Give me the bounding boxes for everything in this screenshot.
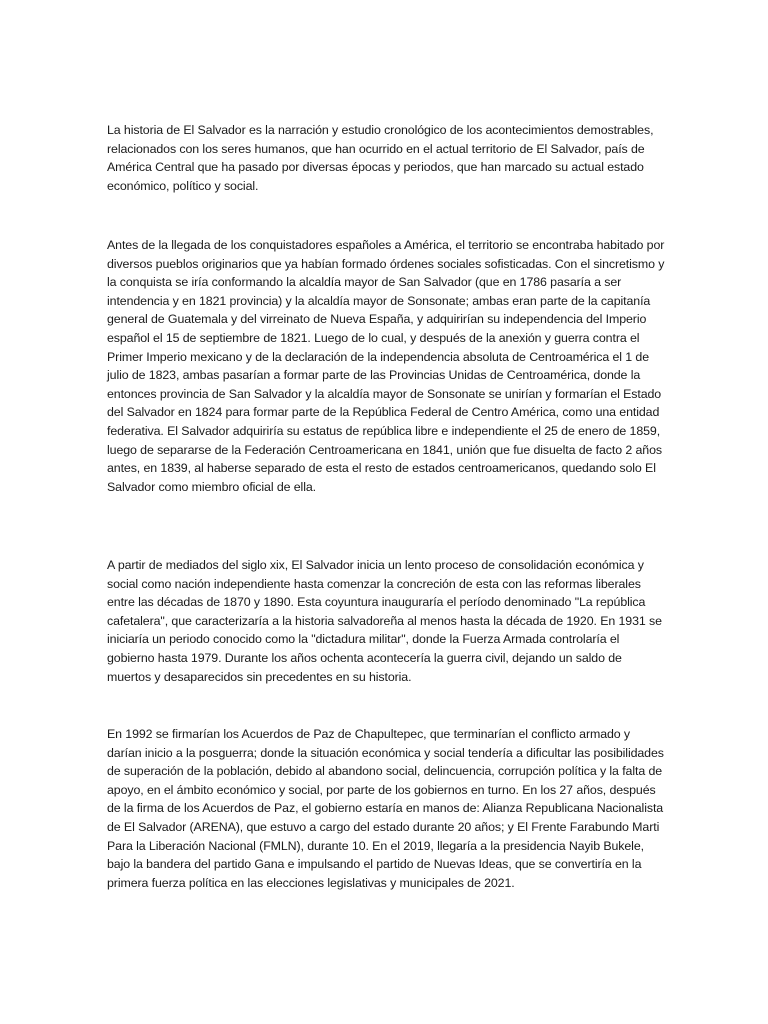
- paragraph-nineteenth-century: A partir de mediados del siglo xix, El Salvador inicia un lento proceso de consolidación económica y social como nación independiente hasta comenzar la concreción de esta con las reformas liberales entre las décadas de 1870 y 1890. Esta coyuntura inauguraría el período denominado "La república cafetalera", que caracterizaría a la historia salvadoreña al menos hasta la década de 1920. En 1931 se iniciaría un periodo conocido como la "dictadura militar", donde la Fuerza Armada controlaría el gobierno hasta 1979. Durante los años ochenta acontecería la guerra civil, dejando un saldo de muertos y desaparecidos sin precedentes en su historia.: [107, 558, 662, 684]
- paragraph-peace-accords: En 1992 se firmarían los Acuerdos de Paz de Chapultepec, que terminarían el conflicto armado y darían inicio a la posguerra; donde la situación económica y social tendería a dificultar las posibilidades de superación de la población, debido al abandono social, delincuencia, corrupción política y la falta de apoyo, en el ámbito económico y social, por parte de los gobiernos en turno. En los 27 años, después de la firma de los Acuerdos de Paz, el gobierno estaría en manos de: Alianza Republicana Nacionalista de El Salvador (ARENA), que estuvo a cargo del estado durante 20 años; y El Frente Farabundo Marti Para la Liberación Nacional (FMLN), durante 10. En el 2019, llegaría a la presidencia Nayib Bukele, bajo la bandera del partido Gana e impulsando el partido de Nuevas Ideas, que se convertiría en la primera fuerza política en las elecciones legislativas y municipales de 2021.: [107, 727, 664, 890]
- paragraph-intro: La historia de El Salvador es la narración y estudio cronológico de los acontecimientos demostrables, relacionados con los seres humanos, que han ocurrido en el actual territorio de El Salvador, país de América Central que ha pasado por diversas épocas y periodos, que han marcado su actual estado económico, político y social.: [107, 123, 654, 193]
- paragraph-colonial-independence: Antes de la llegada de los conquistadores españoles a América, el territorio se encontraba habitado por diversos pueblos originarios que ya habían formado órdenes sociales sofisticadas. Con el sincretismo y la conquista se iría conformando la alcaldía mayor de San Salvador (que en 1786 pasaría a ser intendencia y en 1821 provincia) y la alcaldía mayor de Sonsonate; ambas eran parte de la capitanía general de Guatemala y del virreinato de Nueva España, y adquirirían su independencia del Imperio español el 15 de septiembre de 1821. Luego de lo cual, y después de la anexión y guerra contra el Primer Imperio mexicano y de la declaración de la independencia absoluta de Centroamérica el 1 de julio de 1823, ambas pasarían a formar parte de las Provincias Unidas de Centroamérica, donde la entonces provincia de San Salvador y la alcaldía mayor de Sonsonate se unirían y formarían el Estado del Salvador en 1824 para formar parte de la República Federal de Centro América, como una entidad federativa. El Salvador adquiriría su estatus de república libre e independiente el 25 de enero de 1859, luego de separarse de la Federación Centroamericana en 1841, unión que fue disuelta de facto 2 años antes, en 1839, al haberse separado de esta el resto de estados centroamericanos, quedando solo El Salvador como miembro oficial de ella.: [107, 238, 665, 494]
